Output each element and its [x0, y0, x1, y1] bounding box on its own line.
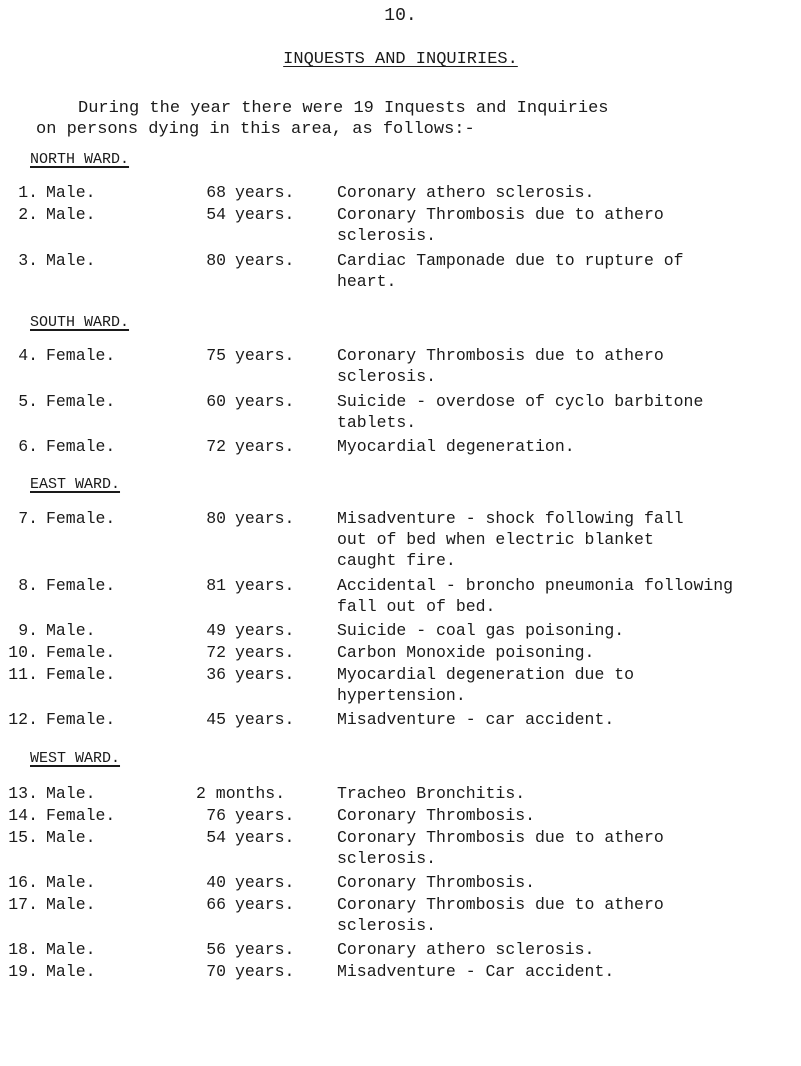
- entry-sex: Male.: [46, 183, 96, 202]
- entry-number: 11.: [8, 665, 38, 684]
- entry-cause: Coronary Thrombosis.: [337, 806, 536, 825]
- entry-age: 72: [206, 643, 226, 662]
- entry-age-unit: years.: [235, 828, 295, 847]
- entry-sex: Male.: [46, 621, 96, 640]
- entry-number: 4.: [18, 346, 38, 365]
- entry-age: 80: [206, 509, 226, 528]
- entry-age: 70: [206, 962, 226, 981]
- entry-age: 40: [206, 873, 226, 892]
- entry-cause: Misadventure - shock following fall out of bed when electric blanket caught fire.: [337, 509, 684, 570]
- ward-heading-south: SOUTH WARD.: [30, 314, 130, 331]
- intro-line-2: on persons dying in this area, as follows:-: [36, 120, 475, 139]
- entry-age-unit: years.: [235, 576, 295, 595]
- entry-cause: Accidental - broncho pneumonia following fall out of bed.: [337, 576, 734, 616]
- entry-age-unit: years.: [235, 392, 295, 411]
- entry-number: 9.: [18, 621, 38, 640]
- entry-sex: Male.: [46, 205, 96, 224]
- entry-number: 17.: [8, 895, 38, 914]
- entry-age-unit: years.: [235, 940, 295, 959]
- entry-sex: Female.: [46, 643, 116, 662]
- entry-sex: Female.: [46, 806, 116, 825]
- entry-age: 36: [206, 665, 226, 684]
- entry-cause: Myocardial degeneration due to hypertension.: [337, 665, 635, 705]
- intro-paragraph: [36, 98, 766, 140]
- entry-age: 81: [206, 576, 226, 595]
- entry-sex: Female.: [46, 437, 116, 456]
- entry-cause: Cardiac Tamponade due to rupture of heart.: [337, 251, 684, 291]
- entry-sex: Male.: [46, 962, 96, 981]
- entry-number: 8.: [18, 576, 38, 595]
- entry-age-unit: years.: [235, 205, 295, 224]
- entry-age-unit: years.: [235, 183, 295, 202]
- entry-sex: Female.: [46, 665, 116, 684]
- entry-age: 68: [206, 183, 226, 202]
- entry-age-unit: years.: [235, 665, 295, 684]
- entry-number: 7.: [18, 509, 38, 528]
- entry-age: 72: [206, 437, 226, 456]
- entry-age: 54: [206, 828, 226, 847]
- entry-age: 45: [206, 710, 226, 729]
- entry-number: 3.: [18, 251, 38, 270]
- entry-age: 2 months.: [196, 784, 286, 803]
- ward-heading-west: WEST WARD.: [30, 750, 121, 767]
- ward-heading-east: EAST WARD.: [30, 476, 121, 493]
- entry-number: 18.: [8, 940, 38, 959]
- entry-age-unit: years.: [235, 895, 295, 914]
- entry-cause: Carbon Monoxide poisoning.: [337, 643, 595, 662]
- entry-sex: Female.: [46, 710, 116, 729]
- ward-heading-north: NORTH WARD.: [30, 151, 130, 168]
- entry-age: 54: [206, 205, 226, 224]
- entry-cause: Coronary Thrombosis due to athero sclerosis.: [337, 205, 664, 245]
- entry-age-unit: years.: [235, 710, 295, 729]
- entry-cause: Coronary Thrombosis due to athero sclerosis.: [337, 346, 664, 386]
- entry-number: 1.: [18, 183, 38, 202]
- entry-age-unit: years.: [235, 346, 295, 365]
- entry-sex: Male.: [46, 784, 96, 803]
- entry-cause: Suicide - overdose of cyclo barbitone tablets.: [337, 392, 704, 432]
- entry-sex: Female.: [46, 576, 116, 595]
- entry-age: 66: [206, 895, 226, 914]
- entry-age-unit: years.: [235, 251, 295, 270]
- entry-cause: Tracheo Bronchitis.: [337, 784, 526, 803]
- entry-cause: Misadventure - car accident.: [337, 710, 615, 729]
- entry-age-unit: years.: [235, 621, 295, 640]
- entry-number: 13.: [8, 784, 38, 803]
- entry-number: 15.: [8, 828, 38, 847]
- entry-number: 2.: [18, 205, 38, 224]
- entry-sex: Male.: [46, 251, 96, 270]
- entry-cause: Coronary athero sclerosis.: [337, 940, 595, 959]
- entry-age-unit: years.: [235, 873, 295, 892]
- entry-number: 10.: [8, 643, 38, 662]
- entry-number: 16.: [8, 873, 38, 892]
- entry-cause: Myocardial degeneration.: [337, 437, 575, 456]
- entry-sex: Male.: [46, 828, 96, 847]
- entry-cause: Coronary Thrombosis.: [337, 873, 536, 892]
- entry-number: 14.: [8, 806, 38, 825]
- entry-sex: Female.: [46, 509, 116, 528]
- intro-line-1: During the year there were 19 Inquests and Inquiries: [78, 99, 609, 118]
- entry-sex: Female.: [46, 346, 116, 365]
- entry-age-unit: years.: [235, 643, 295, 662]
- entry-age: 56: [206, 940, 226, 959]
- page-title: [0, 50, 801, 69]
- entry-age: 49: [206, 621, 226, 640]
- entry-age: 80: [206, 251, 226, 270]
- entry-number: 5.: [18, 392, 38, 411]
- entry-age: 75: [206, 346, 226, 365]
- entry-cause: Coronary athero sclerosis.: [337, 183, 595, 202]
- entry-cause: Misadventure - Car accident.: [337, 962, 615, 981]
- entry-sex: Male.: [46, 873, 96, 892]
- entry-sex: Female.: [46, 392, 116, 411]
- entry-cause: Coronary Thrombosis due to athero sclerosis.: [337, 895, 664, 935]
- page-title-text: INQUESTS AND INQUIRIES.: [283, 50, 518, 69]
- entry-age-unit: years.: [235, 509, 295, 528]
- entry-number: 12.: [8, 710, 38, 729]
- entry-sex: Male.: [46, 895, 96, 914]
- entry-age: 60: [206, 392, 226, 411]
- entry-age: 76: [206, 806, 226, 825]
- entry-age-unit: years.: [235, 962, 295, 981]
- entry-number: 6.: [18, 437, 38, 456]
- entry-cause: Suicide - coal gas poisoning.: [337, 621, 625, 640]
- page-number: 10.: [384, 6, 417, 26]
- entry-sex: Male.: [46, 940, 96, 959]
- entry-cause: Coronary Thrombosis due to athero sclerosis.: [337, 828, 664, 868]
- entry-number: 19.: [8, 962, 38, 981]
- entry-age-unit: years.: [235, 437, 295, 456]
- entry-age-unit: years.: [235, 806, 295, 825]
